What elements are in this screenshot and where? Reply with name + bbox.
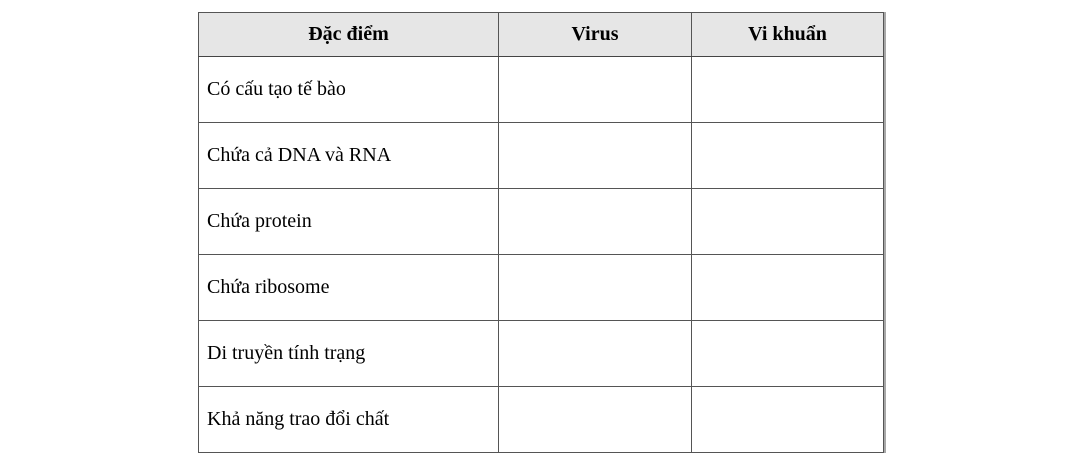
virus-answer-cell (499, 123, 692, 189)
virus-answer-cell (499, 321, 692, 387)
virus-answer-cell (499, 387, 692, 453)
virus-answer-cell (499, 57, 692, 123)
header-row (199, 13, 884, 57)
column-header-virus: Virus (499, 13, 692, 57)
row-label: Có cấu tạo tế bào (199, 57, 499, 123)
bacteria-answer-cell (692, 321, 884, 387)
bacteria-answer-cell (692, 57, 884, 123)
table-row (199, 57, 884, 123)
virus-answer-cell (499, 255, 692, 321)
virus-bacteria-comparison-table (198, 12, 884, 453)
table-row (199, 123, 884, 189)
bacteria-answer-cell (692, 255, 884, 321)
row-label: Chứa cả DNA và RNA (199, 123, 499, 189)
row-label: Di truyền tính trạng (199, 321, 499, 387)
table-row (199, 321, 884, 387)
table-row (199, 387, 884, 453)
table-row (199, 189, 884, 255)
column-header-bacteria: Vi khuẩn (692, 13, 884, 57)
row-label: Chứa ribosome (199, 255, 499, 321)
bacteria-answer-cell (692, 387, 884, 453)
bacteria-answer-cell (692, 123, 884, 189)
virus-answer-cell (499, 189, 692, 255)
bacteria-answer-cell (692, 189, 884, 255)
row-label: Khả năng trao đổi chất (199, 387, 499, 453)
row-label: Chứa protein (199, 189, 499, 255)
table-row (199, 255, 884, 321)
column-header-characteristic: Đặc điểm (199, 13, 499, 57)
